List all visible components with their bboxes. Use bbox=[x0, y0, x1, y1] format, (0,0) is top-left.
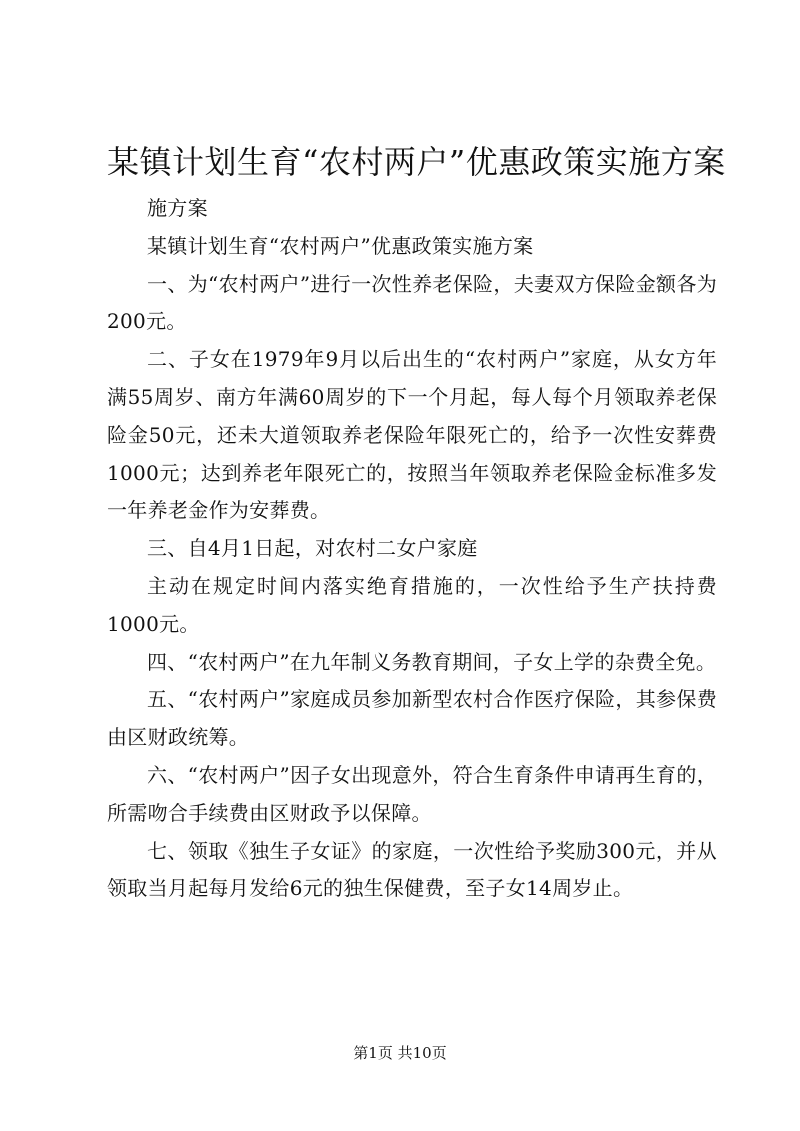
document-body bbox=[107, 190, 717, 908]
paragraph-item-6: 六、“农村两户”因子女出现意外，符合生育条件申请再生育的，所需吻合手续费由区财政予以保障。 bbox=[107, 762, 717, 825]
document-title: 某镇计划生育“农村两户”优惠政策实施方案 bbox=[107, 143, 726, 181]
page-footer: 第1页 共10页 bbox=[353, 1044, 447, 1062]
paragraph-subtitle: 施方案 bbox=[147, 196, 208, 220]
paragraph-item-5: 五、“农村两户”家庭成员参加新型农村合作医疗保险，其参保费由区财政统筹。 bbox=[107, 687, 717, 750]
paragraph-item-3: 三、自4月1日起，对农村二女户家庭 bbox=[147, 536, 478, 561]
paragraph-item-4: 四、“农村两户”在九年制义务教育期间，子女上学的杂费全免。 bbox=[147, 649, 717, 674]
paragraph-heading: 某镇计划生育“农村两户”优惠政策实施方案 bbox=[147, 233, 534, 258]
paragraph-item-3-continued: 主动在规定时间内落实绝育措施的，一次性给予生产扶持费1000元。 bbox=[107, 573, 717, 636]
paragraph-item-2: 二、子女在1979年9月以后出生的“农村两户”家庭，从女方年满55周岁、南方年满60周岁的下一个月起，每人每个月领取养老保险金50元，还未大道领取养老保险年限死亡的，给予一次性安葬费1000元；达到养老年限死亡的，按照当年领取养老保险金标准多发一年养老金作为安葬费。 bbox=[107, 347, 717, 523]
paragraph-item-1: 一、为“农村两户”进行一次性养老保险，夫妻双方保险金额各为200元。 bbox=[107, 271, 717, 334]
paragraph-item-7: 七、领取《独生子女证》的家庭，一次性给予奖励300元，并从领取当月起每月发给6元的独生保健费，至子女14周岁止。 bbox=[107, 838, 717, 901]
